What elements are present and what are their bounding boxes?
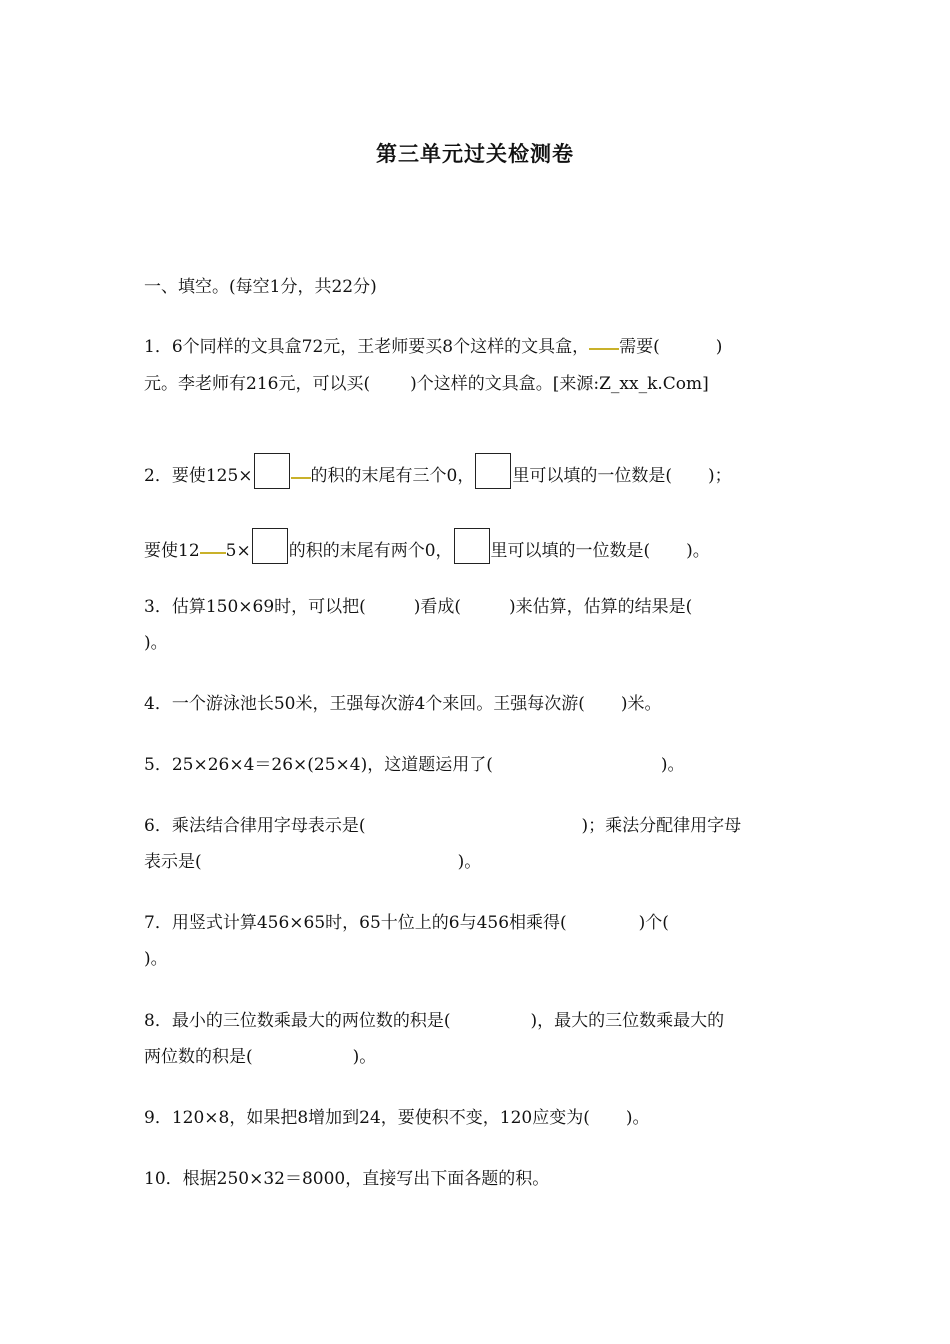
q8-text-b: )，最大的三位数乘最大的 xyxy=(530,1011,725,1031)
question-1-line-1 xyxy=(144,335,824,359)
question-6-line-2 xyxy=(144,850,824,874)
q3-text-d: )。 xyxy=(144,633,168,653)
q1-text-a: 1．6个同样的文具盒72元，王老师要买8个这样的文具盒， xyxy=(144,337,590,357)
q6-text-d: )。 xyxy=(457,852,482,872)
q8-text-d: )。 xyxy=(352,1047,377,1067)
q1-text-b: 需要( xyxy=(619,337,660,357)
question-3-line-1 xyxy=(144,595,824,619)
question-5 xyxy=(144,753,824,777)
q2-box-3[interactable] xyxy=(252,528,288,564)
question-3-line-2 xyxy=(144,631,824,655)
question-8-line-2 xyxy=(144,1045,824,1069)
q2-text-a: 2．要使125× xyxy=(144,466,253,486)
q3-text-c: )来估算，估算的结果是( xyxy=(509,597,693,617)
q5-text-b: )。 xyxy=(660,755,685,775)
q2-box-2[interactable] xyxy=(475,453,511,489)
q8-text-a: 8．最小的三位数乘最大的两位数的积是( xyxy=(144,1011,451,1031)
q2-text-e: 要使12 xyxy=(144,541,200,561)
q3-text-a: 3．估算150×69时，可以把( xyxy=(144,597,366,617)
q2-text-b: 的积的末尾有三个0， xyxy=(310,466,475,486)
q7-text-c: )。 xyxy=(144,949,168,969)
q2-text-d: )； xyxy=(707,466,732,486)
q1-text-e: )个这样的文具盒。[来源:Z_xx_k.Com] xyxy=(410,374,709,394)
question-2-line-1 xyxy=(144,453,824,489)
q1-text-d: 元。李老师有216元，可以买( xyxy=(144,374,371,394)
question-8-line-1 xyxy=(144,1009,824,1033)
q4-text-b: )米。 xyxy=(620,694,662,714)
q10-text-a: 10．根据250×32＝8000，直接写出下面各题的积。 xyxy=(144,1169,550,1189)
q2-text-c: 里可以填的一位数是( xyxy=(512,466,672,486)
q7-text-a: 7．用竖式计算456×65时，65十位上的6与456相乘得( xyxy=(144,913,567,933)
q2-underline-1 xyxy=(291,465,311,479)
q1-underline xyxy=(589,336,619,350)
question-1-line-2 xyxy=(144,372,824,396)
q9-text-a: 9．120×8，如果把8增加到24，要使积不变，120应变为( xyxy=(144,1108,590,1128)
q2-text-f: 5× xyxy=(225,541,251,561)
q7-text-b: )个( xyxy=(638,913,669,933)
question-10 xyxy=(144,1167,824,1191)
section-heading: 一、填空。(每空1分，共22分) xyxy=(144,277,377,297)
q8-text-c: 两位数的积是( xyxy=(144,1047,253,1067)
q2-box-1[interactable] xyxy=(254,453,290,489)
q2-text-g: 的积的末尾有两个0， xyxy=(288,541,453,561)
question-4 xyxy=(144,692,824,716)
q6-text-c: 表示是( xyxy=(144,852,202,872)
q3-text-b: )看成( xyxy=(413,597,462,617)
page-title: 第三单元过关检测卷 xyxy=(376,141,574,166)
q2-text-i: )。 xyxy=(686,541,710,561)
question-2-line-2 xyxy=(144,528,824,564)
question-7-line-2 xyxy=(144,947,824,971)
q4-text-a: 4．一个游泳池长50米，王强每次游4个来回。王强每次游( xyxy=(144,694,585,714)
q9-text-b: )。 xyxy=(625,1108,650,1128)
q2-box-4[interactable] xyxy=(454,528,490,564)
q2-text-h: 里可以填的一位数是( xyxy=(490,541,651,561)
question-7-line-1 xyxy=(144,911,824,935)
q1-text-c: ) xyxy=(715,337,723,357)
q6-text-b: )；乘法分配律用字母 xyxy=(581,816,742,836)
q2-underline-2 xyxy=(200,540,226,554)
question-9 xyxy=(144,1106,824,1130)
question-6-line-1 xyxy=(144,814,824,838)
q5-text-a: 5．25×26×4＝26×(25×4)，这道题运用了( xyxy=(144,755,493,775)
q6-text-a: 6．乘法结合律用字母表示是( xyxy=(144,816,366,836)
